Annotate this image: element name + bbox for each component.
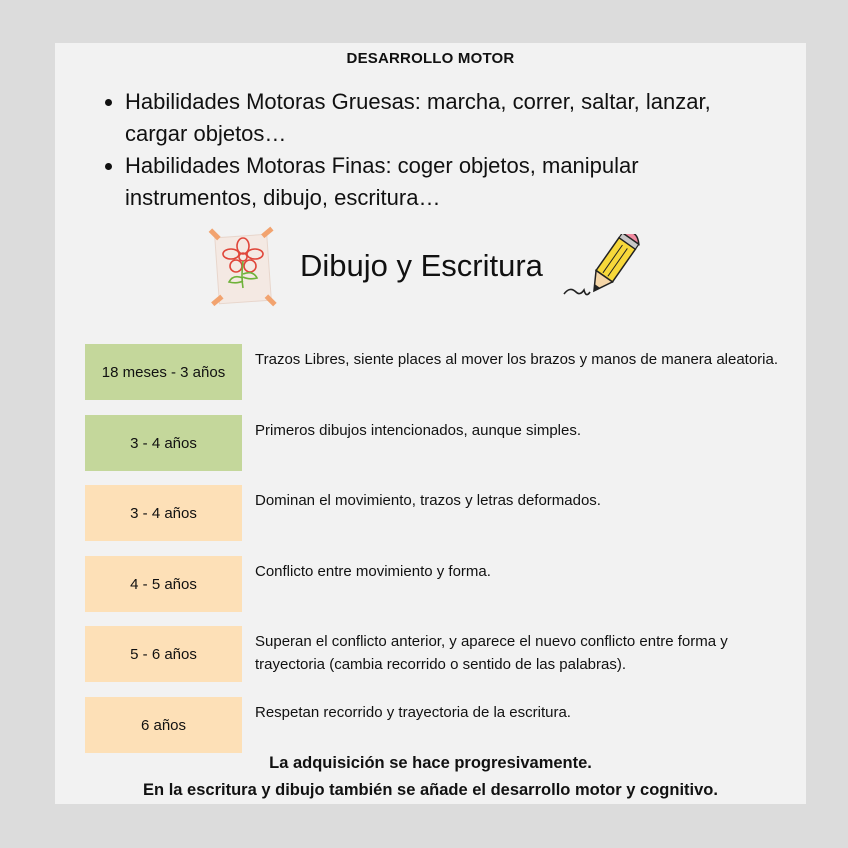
stage-description: Conflicto entre movimiento y forma. — [255, 563, 491, 580]
bullet-gross-motor: • Habilidades Motoras Gruesas: marcha, correr, saltar, lanzar, cargar objetos… — [125, 86, 765, 150]
stage-description: Primeros dibujos intencionados, aunque simples. — [255, 422, 582, 439]
stage-row — [85, 485, 800, 541]
stage-description: Respetan recorrido y trayectoria de la escritura. — [255, 704, 571, 721]
age-badge: 3 - 4 años — [85, 415, 242, 471]
stage-description: Dominan el movimiento, trazos y letras deformados. — [255, 492, 601, 509]
pencil-icon — [560, 234, 640, 306]
footer-note — [55, 750, 806, 804]
age-badge: 18 meses - 3 años — [85, 344, 242, 400]
age-badge: 6 años — [85, 697, 242, 753]
stage-row — [85, 626, 800, 682]
stage-row — [85, 556, 800, 612]
flower-drawing-icon — [203, 226, 283, 310]
bullet-fine-motor: • Habilidades Motoras Finas: coger objetos, manipular instrumentos, dibujo, escritura… — [125, 150, 765, 214]
slide — [55, 43, 806, 804]
stage-row — [85, 697, 800, 753]
stage-row — [85, 415, 800, 471]
stage-description: Trazos Libres, siente places al mover los brazos y manos de manera aleatoria. — [255, 351, 779, 368]
footer-line-1: La adquisición se hace progresivamente. — [269, 754, 592, 772]
age-badge: 4 - 5 años — [85, 556, 242, 612]
section-heading-row — [55, 226, 806, 306]
slide-title: DESARROLLO MOTOR — [346, 50, 515, 67]
age-badge: 5 - 6 años — [85, 626, 242, 682]
footer-line-2: En la escritura y dibujo también se añade el desarrollo motor y cognitivo. — [143, 781, 718, 799]
section-heading: Dibujo y Escritura — [300, 248, 543, 283]
stage-row — [85, 344, 800, 400]
stage-description: Superan el conflicto anterior, y aparece el nuevo conflicto entre forma y trayectoria (cambia recorrido o sentido de las palabras). — [255, 633, 728, 673]
age-badge: 3 - 4 años — [85, 485, 242, 541]
bullet-list — [105, 86, 765, 214]
